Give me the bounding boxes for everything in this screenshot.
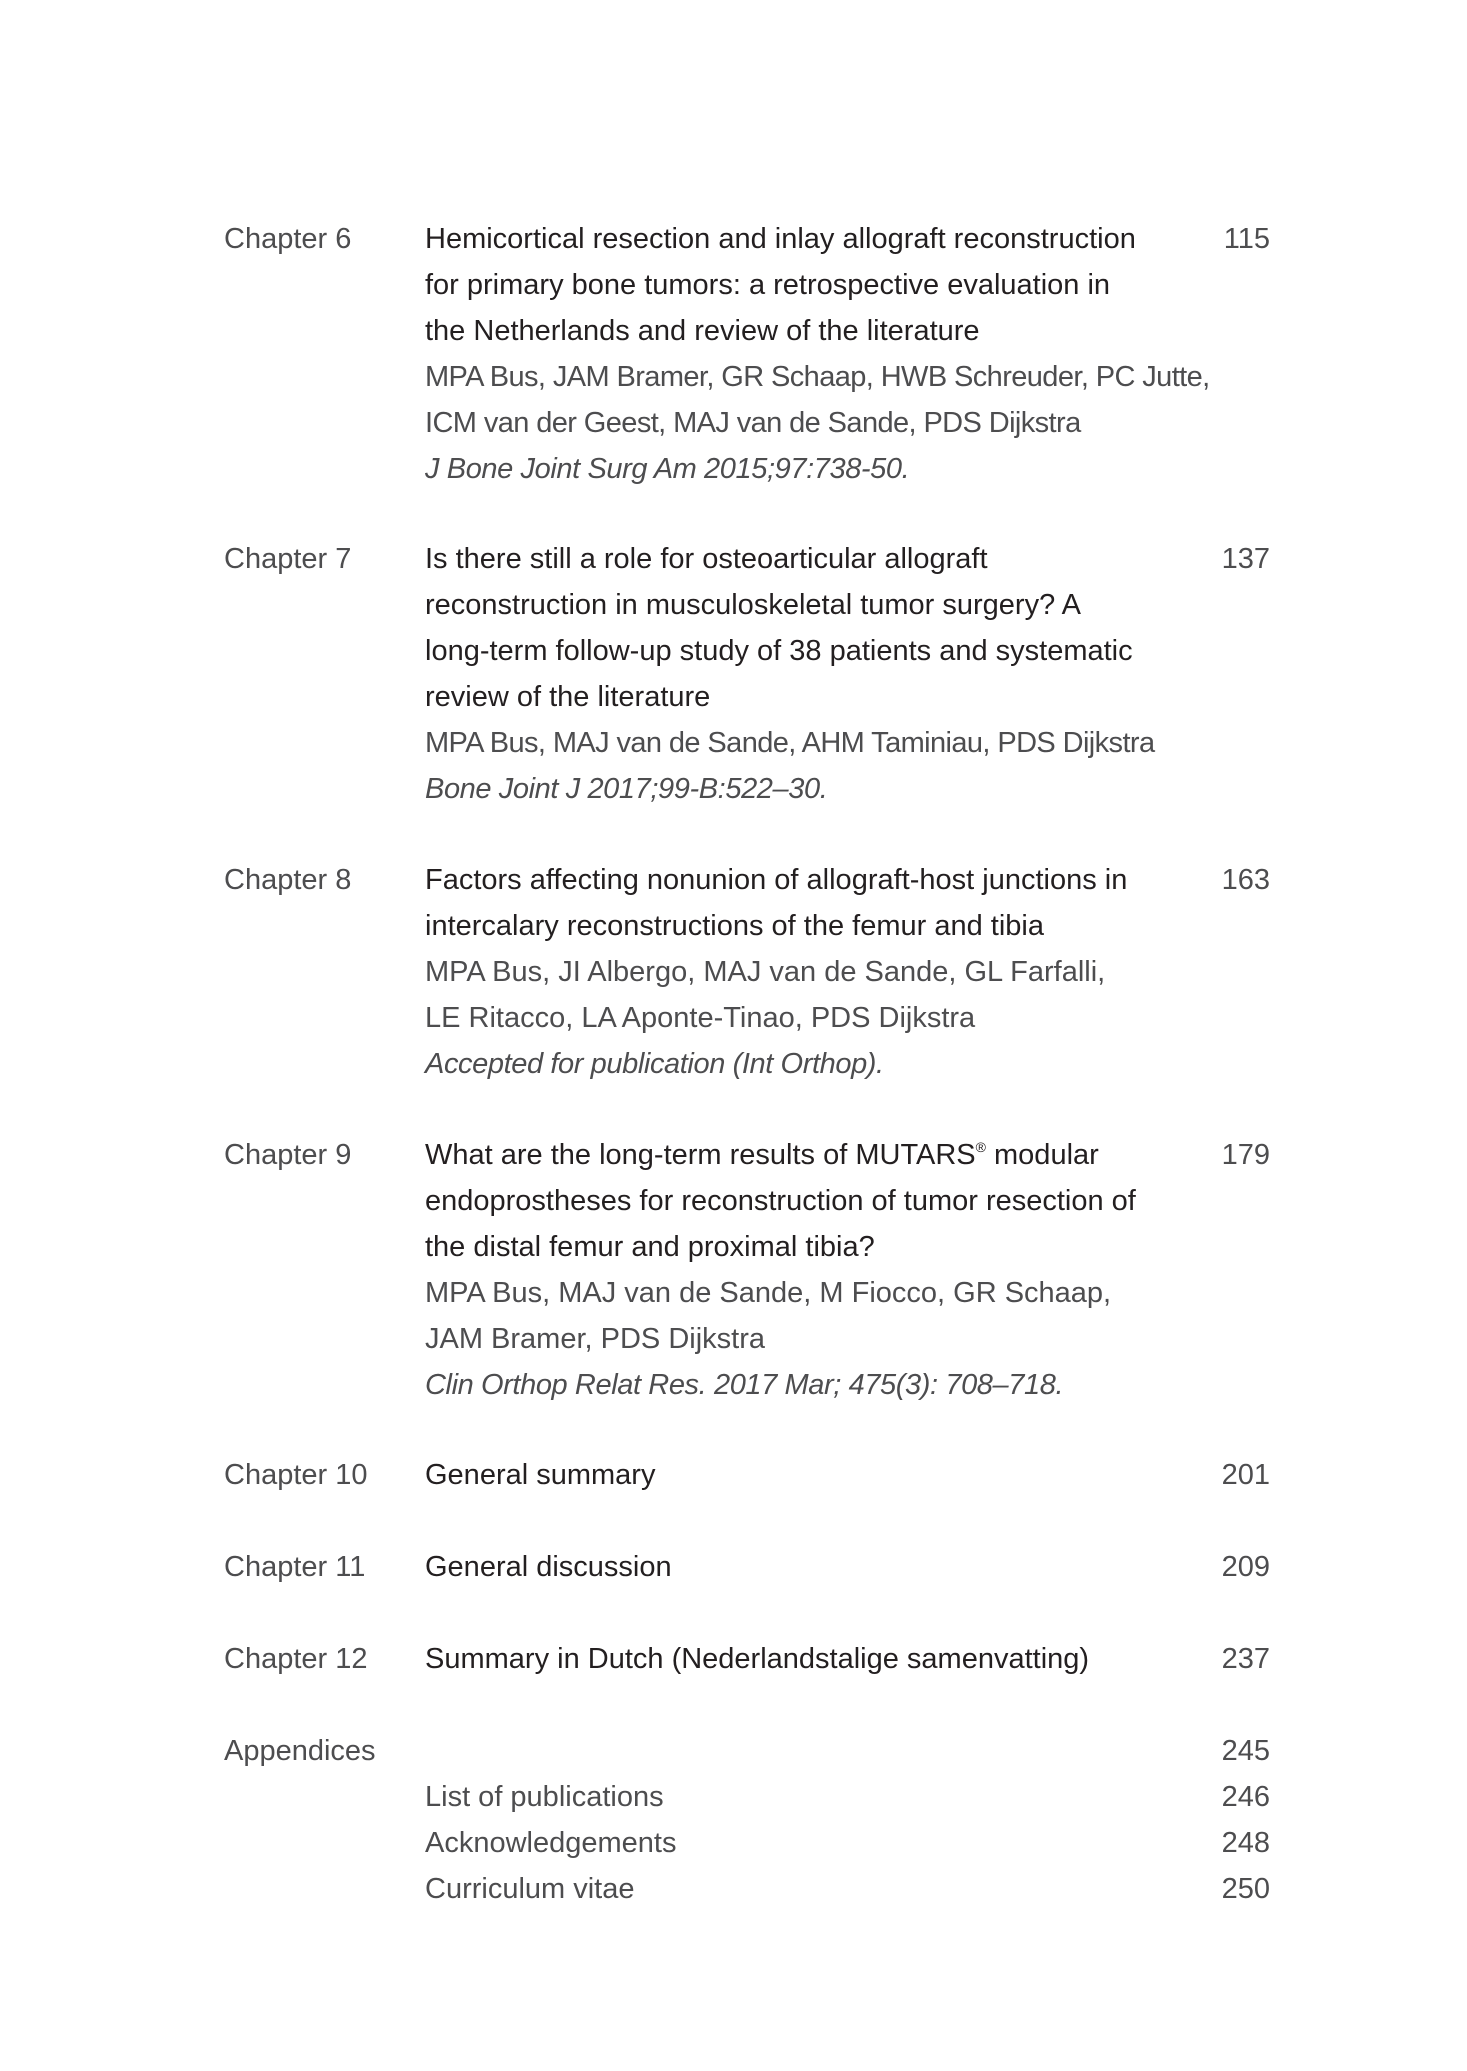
page-number: 209 [1221,1551,1270,1583]
chapter-authors-line: JAM Bramer, PDS Dijkstra [425,1323,765,1355]
chapter-body [425,1636,1185,1682]
chapter-label: Chapter 12 [224,1643,368,1675]
appendices-label: Appendices [224,1735,376,1767]
appendix-item-label: Acknowledgements [425,1827,677,1859]
registered-mark: ® [975,1139,986,1155]
page-number: 246 [1221,1781,1270,1813]
chapter-title-line: the Netherlands and review of the literature [425,315,980,347]
chapter-title-line [425,1132,1185,1178]
chapter-label: Chapter 9 [224,1139,352,1171]
chapter-title-line: reconstruction in musculoskeletal tumor surgery? A [425,589,1082,621]
chapter-title-line: for primary bone tumors: a retrospective evaluation in [425,269,1111,301]
chapter-authors-line: ICM van der Geest, MAJ van de Sande, PDS Dijkstra [425,407,1081,439]
page-number: 248 [1221,1827,1270,1859]
page-number: 115 [1223,223,1270,255]
chapter-title-line: intercalary reconstructions of the femur and tibia [425,910,1044,942]
chapter-title-line: endoprostheses for reconstruction of tumor resection of [425,1185,1136,1217]
chapter-citation: Clin Orthop Relat Res. 2017 Mar; 475(3): 708–718. [425,1369,1064,1401]
chapter-label: Chapter 11 [224,1551,366,1583]
chapter-title-line: General summary [425,1459,656,1491]
page-number: 179 [1221,1139,1270,1171]
chapter-body [425,1132,1185,1408]
chapter-title-line: Is there still a role for osteoarticular allograft [425,543,988,575]
chapter-title-line: Summary in Dutch (Nederlandstalige samenvatting) [425,1643,1090,1675]
chapter-body [425,216,1210,492]
appendix-item-label: Curriculum vitae [425,1873,635,1905]
chapter-body [425,1544,1185,1590]
chapter-label: Chapter 10 [224,1459,368,1491]
chapter-title-line: the distal femur and proximal tibia? [425,1231,875,1263]
page-number: 163 [1221,864,1270,896]
chapter-authors-line: MPA Bus, JI Albergo, MAJ van de Sande, GL Farfalli, [425,956,1106,988]
chapter-title-line: long-term follow-up study of 38 patients and systematic [425,635,1133,667]
chapter-label: Chapter 6 [224,223,352,255]
chapter-citation: Accepted for publication (Int Orthop). [425,1048,884,1080]
chapter-authors-line: LE Ritacco, LA Aponte-Tinao, PDS Dijkstra [425,1002,976,1034]
chapter-label: Chapter 8 [224,864,352,896]
page-number: 250 [1221,1873,1270,1905]
chapter-label: Chapter 7 [224,543,352,575]
chapter-body [425,857,1185,1087]
chapter-authors-line: MPA Bus, MAJ van de Sande, M Fiocco, GR Schaap, [425,1277,1112,1309]
title-text: modular [985,1139,1099,1171]
chapter-authors-line: MPA Bus, JAM Bramer, GR Schaap, HWB Schreuder, PC Jutte, [425,361,1210,393]
page-number: 201 [1221,1459,1270,1491]
chapter-authors-line: MPA Bus, MAJ van de Sande, AHM Taminiau, PDS Dijkstra [425,727,1155,759]
page-number: 237 [1221,1643,1270,1675]
appendix-item-label: List of publications [425,1781,664,1813]
chapter-title-line: General discussion [425,1551,672,1583]
chapter-title-line: Factors affecting nonunion of allograft-host junctions in [425,864,1128,896]
chapter-title-line: Hemicortical resection and inlay allograft reconstruction [425,223,1136,255]
page-number: 137 [1221,543,1270,575]
chapter-body [425,1452,1185,1498]
title-text: What are the long-term results of MUTARS [425,1139,976,1171]
chapter-title-line: review of the literature [425,681,711,713]
chapter-citation: J Bone Joint Surg Am 2015;97:738-50. [425,453,910,485]
chapter-citation: Bone Joint J 2017;99-B:522–30. [425,773,828,805]
page-number: 245 [1221,1735,1270,1767]
chapter-body [425,536,1185,812]
